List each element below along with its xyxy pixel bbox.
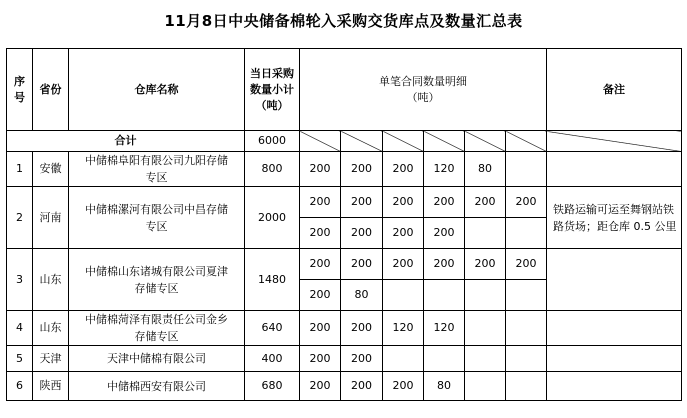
detail-cell: 200 bbox=[341, 187, 383, 218]
header-warehouse: 仓库名称 bbox=[69, 49, 245, 131]
total-row bbox=[7, 131, 682, 152]
row-seq: 5 bbox=[7, 346, 33, 372]
detail-cell: 200 bbox=[383, 249, 424, 280]
total-label: 合计 bbox=[7, 131, 245, 152]
detail-cell bbox=[506, 280, 547, 311]
row-qty: 1480 bbox=[245, 249, 300, 311]
summary-table bbox=[6, 48, 682, 401]
detail-cell: 200 bbox=[300, 249, 341, 280]
detail-cell: 200 bbox=[341, 249, 383, 280]
row-seq: 2 bbox=[7, 187, 33, 249]
table-row bbox=[7, 187, 682, 218]
detail-cell: 200 bbox=[506, 187, 547, 218]
detail-cell: 200 bbox=[465, 187, 506, 218]
detail-cell: 200 bbox=[300, 187, 341, 218]
row-province: 安徽 bbox=[33, 152, 69, 187]
row-remark bbox=[547, 346, 682, 372]
detail-cell: 200 bbox=[300, 152, 341, 187]
row-remark bbox=[547, 249, 682, 311]
detail-cell: 200 bbox=[300, 218, 341, 249]
detail-cell bbox=[465, 372, 506, 401]
detail-cell: 200 bbox=[424, 218, 465, 249]
total-diag-cell bbox=[300, 131, 341, 152]
detail-cell: 200 bbox=[383, 187, 424, 218]
total-diag-cell bbox=[383, 131, 424, 152]
detail-cell: 200 bbox=[300, 311, 341, 346]
detail-cell bbox=[383, 280, 424, 311]
detail-cell bbox=[506, 218, 547, 249]
row-province: 山东 bbox=[33, 311, 69, 346]
total-diag-cell bbox=[547, 131, 682, 152]
total-diag-cell bbox=[465, 131, 506, 152]
detail-cell bbox=[506, 372, 547, 401]
header-province: 省份 bbox=[33, 49, 69, 131]
detail-cell: 120 bbox=[424, 311, 465, 346]
row-qty: 2000 bbox=[245, 187, 300, 249]
detail-cell: 200 bbox=[465, 249, 506, 280]
detail-cell: 200 bbox=[341, 218, 383, 249]
header-qty: 当日采购数量小计（吨） bbox=[245, 49, 300, 131]
detail-cell: 200 bbox=[341, 346, 383, 372]
row-warehouse: 中储棉漯河有限公司中昌存储专区 bbox=[69, 187, 245, 249]
total-diag-cell bbox=[424, 131, 465, 152]
total-qty: 6000 bbox=[245, 131, 300, 152]
total-diag-cell bbox=[341, 131, 383, 152]
detail-cell: 200 bbox=[383, 218, 424, 249]
detail-cell bbox=[506, 152, 547, 187]
detail-cell bbox=[424, 346, 465, 372]
row-qty: 800 bbox=[245, 152, 300, 187]
detail-cell: 120 bbox=[424, 152, 465, 187]
row-remark: 铁路运输可运至舞钢站铁路货场；距仓库 0.5 公里 bbox=[547, 187, 682, 249]
row-province: 山东 bbox=[33, 249, 69, 311]
row-warehouse: 天津中储棉有限公司 bbox=[69, 346, 245, 372]
detail-cell: 200 bbox=[383, 372, 424, 401]
row-remark bbox=[547, 372, 682, 401]
header-row bbox=[7, 49, 682, 131]
row-seq: 4 bbox=[7, 311, 33, 346]
detail-cell: 200 bbox=[424, 187, 465, 218]
detail-cell bbox=[424, 280, 465, 311]
detail-cell: 200 bbox=[383, 152, 424, 187]
detail-cell: 80 bbox=[465, 152, 506, 187]
detail-cell bbox=[506, 311, 547, 346]
table-row bbox=[7, 311, 682, 346]
detail-cell: 200 bbox=[300, 280, 341, 311]
header-detail-label: 单笔合同数量明细 bbox=[379, 74, 468, 88]
row-warehouse: 中储棉山东诸城有限公司夏津存储专区 bbox=[69, 249, 245, 311]
row-province: 河南 bbox=[33, 187, 69, 249]
row-warehouse: 中储棉西安有限公司 bbox=[69, 372, 245, 401]
row-seq: 1 bbox=[7, 152, 33, 187]
row-remark bbox=[547, 311, 682, 346]
detail-cell: 200 bbox=[506, 249, 547, 280]
row-warehouse: 中储棉阜阳有限公司九阳存储专区 bbox=[69, 152, 245, 187]
table-row bbox=[7, 152, 682, 187]
total-diag-cell bbox=[506, 131, 547, 152]
row-qty: 400 bbox=[245, 346, 300, 372]
table-row bbox=[7, 346, 682, 372]
detail-cell: 200 bbox=[424, 249, 465, 280]
header-seq: 序号 bbox=[7, 49, 33, 131]
detail-cell: 80 bbox=[424, 372, 465, 401]
detail-cell bbox=[465, 346, 506, 372]
row-warehouse: 中储棉菏泽有限责任公司金乡存储专区 bbox=[69, 311, 245, 346]
row-seq: 6 bbox=[7, 372, 33, 401]
detail-cell: 200 bbox=[341, 372, 383, 401]
detail-cell bbox=[506, 346, 547, 372]
detail-cell bbox=[383, 346, 424, 372]
detail-cell: 200 bbox=[341, 311, 383, 346]
header-detail-unit: （吨） bbox=[406, 90, 440, 104]
row-remark bbox=[547, 152, 682, 187]
detail-cell: 200 bbox=[300, 346, 341, 372]
detail-cell: 80 bbox=[341, 280, 383, 311]
row-qty: 640 bbox=[245, 311, 300, 346]
header-remark: 备注 bbox=[547, 49, 682, 131]
detail-cell bbox=[465, 280, 506, 311]
detail-cell: 200 bbox=[300, 372, 341, 401]
row-seq: 3 bbox=[7, 249, 33, 311]
row-province: 陕西 bbox=[33, 372, 69, 401]
detail-cell: 120 bbox=[383, 311, 424, 346]
table-row bbox=[7, 372, 682, 401]
header-detail bbox=[300, 49, 547, 131]
row-qty: 680 bbox=[245, 372, 300, 401]
detail-cell bbox=[465, 311, 506, 346]
table-row bbox=[7, 249, 682, 280]
detail-cell bbox=[465, 218, 506, 249]
page-title: 11月8日中央储备棉轮入采购交货库点及数量汇总表 bbox=[164, 12, 523, 30]
row-province: 天津 bbox=[33, 346, 69, 372]
detail-cell: 200 bbox=[341, 152, 383, 187]
